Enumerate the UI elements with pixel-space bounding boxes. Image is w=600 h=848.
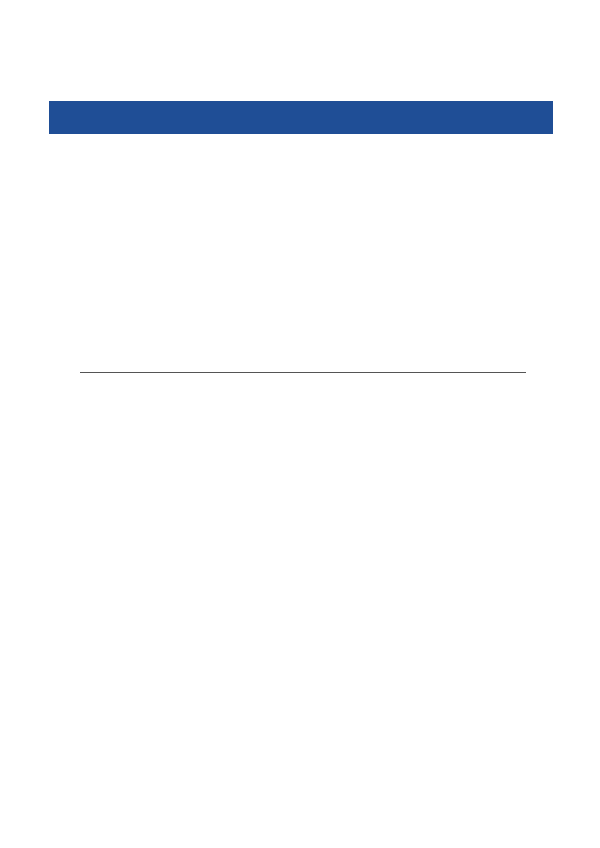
chapter-divider [80,372,526,373]
contents-banner [49,101,553,134]
